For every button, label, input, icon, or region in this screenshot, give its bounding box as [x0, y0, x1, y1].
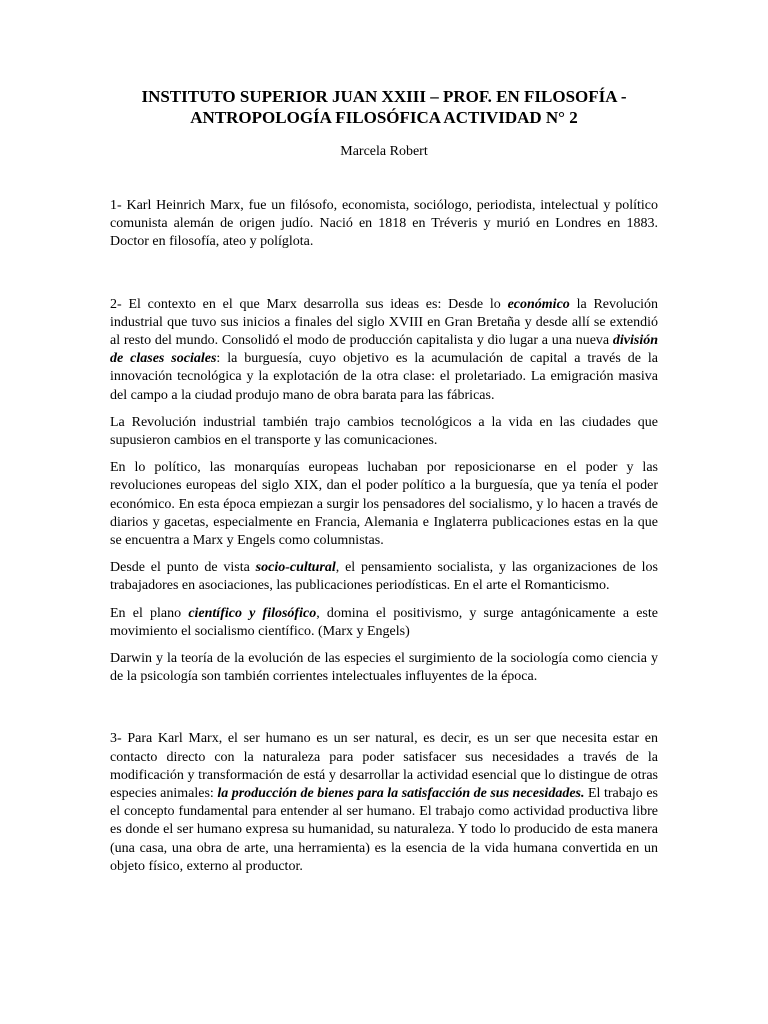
s2p1-emphasis-clases: división de clases sociales	[110, 333, 658, 367]
section-1-paragraph: 1- Karl Heinrich Marx, fue un filósofo, economista, sociólogo, periodista, intelectual y político comunista alemán de origen judío. Nació en 1818 en Tréveris y murió en Londres en 1883. Doctor en filosofía, ateo y políglota.	[110, 198, 658, 250]
section-2-paragraph-5	[110, 605, 658, 641]
document-page	[110, 86, 658, 876]
s2p5-emphasis-cientifico: científico y filosófico	[188, 605, 317, 621]
s3p1-emphasis-produccion: la producción de bienes para la satisfacción de sus necesidades.	[217, 786, 585, 802]
s2p4-text-b: , el pensamiento socialista, y las organizaciones de los trabajadores en asociaciones, las publicaciones periodísticas. En el arte el Romanticismo.	[110, 560, 658, 594]
s2p4-emphasis-socio-cultural: socio-cultural	[255, 560, 336, 576]
title-line-2: ANTROPOLOGÍA FILOSÓFICA ACTIVIDAD N° 2	[190, 108, 578, 127]
document-title	[110, 86, 658, 128]
author-name: Marcela Robert	[340, 144, 428, 159]
s2p5-text-a: En el plano	[110, 605, 189, 621]
s3p1-text-b: El trabajo es el concepto fundamental para entender al ser humano. El trabajo como actividad productiva libre es donde el ser humano expresa su humanidad, su naturaleza. Y todo lo producido de esta manera (una casa, una obra de arte, una herramienta) es la esencia de la vida humana convertida en un objeto físico, externo al productor.	[110, 786, 658, 874]
section-2-paragraph-1	[110, 296, 658, 405]
section-2-paragraph-2: La Revolución industrial también trajo cambios tecnológicos a la vida en las ciudades que supusieron cambios en el transporte y las comunicaciones.	[110, 414, 658, 449]
title-line-1: INSTITUTO SUPERIOR JUAN XXIII – PROF. EN FILOSOFÍA -	[141, 87, 627, 106]
s2p4-text-a: Desde el punto de vista	[110, 560, 256, 576]
s2p1-text-b: la Revolución industrial que tuvo sus inicios a finales del siglo XVIII en Gran Bretaña y desde allí se extendió al resto del mundo. Consolidó el modo de producción capitalista y dio lugar a una nueva	[110, 296, 659, 349]
s2p1-text-a: 2- El contexto en el que Marx desarrolla sus ideas es: Desde lo	[110, 296, 508, 312]
s2p1-text-c: : la burguesía, cuyo objetivo es la acumulación de capital a través de la innovación tecnológica y la explotación de la otra clase: el proletariado. La emigración masiva del campo a la ciudad produjo mano de obra barata para las fábricas.	[110, 351, 658, 403]
section-3-paragraph	[110, 730, 658, 876]
s3p1-text-a: 3- Para Karl Marx, el ser humano es un ser natural, es decir, es un ser que necesita estar en contacto directo con la naturaleza para poder satisfacer sus necesidades a través de la modificación y transformación de está y desarrollar la actividad esencial que lo distingue de otras especies animales:	[110, 731, 658, 802]
section-2-paragraph-4	[110, 559, 658, 595]
section-2-paragraph-6: Darwin y la teoría de la evolución de las especies el surgimiento de la sociología como ciencia y de la psicología son también corrientes intelectuales influyentes de la época.	[110, 651, 658, 685]
section-2-paragraph-3: En lo político, las monarquías europeas luchaban por reposicionarse en el poder y las revoluciones europeas del siglo XIX, dan el poder político a la burguesía, que ya tenía el poder económico. En esta época empiezan a surgir los pensadores del socialismo, y lo hacen a través de diarios y gacetas, especialmente en Francia, Alemania e Inglaterra publicaciones estas en la que se encuentra a Marx y Engels como columnistas.	[110, 460, 658, 549]
s2p5-text-b: , domina el positivismo, y surge antagónicamente a este movimiento el socialismo científico. (Marx y Engels)	[110, 605, 658, 639]
s2p1-emphasis-economico: económico	[507, 296, 570, 312]
